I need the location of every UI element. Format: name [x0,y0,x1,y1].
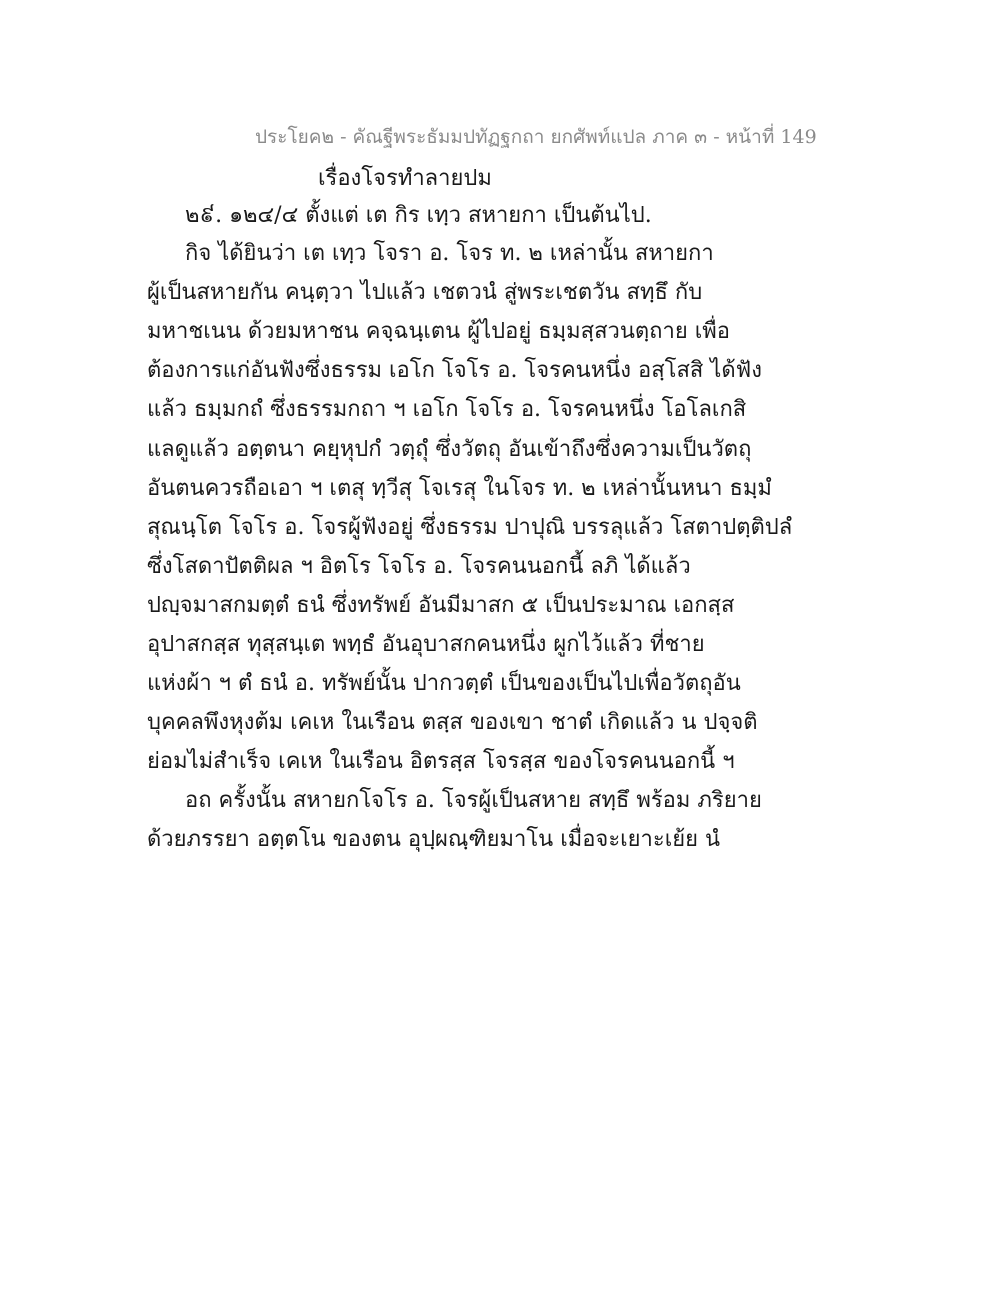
text-line-2: กิจ ได้ยินว่า เต เทฺว โจรา อ. โจร ท. ๒ เหล่านั้น สหายกา [185,241,714,266]
text-line-10: ซึ่งโสดาปัตติผล ฯ อิตโร โจโร อ. โจรคนนอกนี้ ลภิ ได้แล้ว [147,554,691,579]
text-line-16: อถ ครั้งนั้น สหายกโจโร อ. โจรผู้เป็นสหาย สทฺธึ พร้อม ภริยาย [185,788,762,813]
text-line-5: ต้องการแก่อันฟังซึ่งธรรม เอโก โจโร อ. โจรคนหนึ่ง อสฺโสสิ ได้ฟัง [147,358,762,383]
text-line-4: มหาชเนน ด้วยมหาชน คจฺฉนฺเตน ผู้ไปอยู่ ธมฺมสฺสวนตฺถาย เพื่อ [147,319,730,344]
text-line-15: ย่อมไม่สำเร็จ เคเห ในเรือน อิตรสฺส โจรสฺส ของโจรคนนอกนี้ ฯ [147,749,735,774]
section-line-1: ๒៩. ๑๒๔/๔ ตั้งแต่ เต กิร เทฺว สหายกา เป็นต้นไป. [185,203,652,228]
text-line-12: อุปาสกสฺส ทุสฺสนฺเต พทฺธํ อันอุบาสกคนหนึ่ง ผูกไว้แล้ว ที่ชาย [147,632,705,657]
text-line-7: แลดูแล้ว อตฺตนา คยฺหุปกํ วตฺถุํ ซึ่งวัตถุ อันเข้าถึงซึ่งความเป็นวัตถุ [147,437,752,462]
page-header: ประโยค๒ - คัณฐีพระธัมมปทัฏฐกถา ยกศัพท์แปล ภาค ๓ - หน้าที่ 149 [255,126,817,148]
text-line-6: แล้ว ธมฺมกถํ ซึ่งธรรมกถา ฯ เอโก โจโร อ. โจรคนหนึ่ง โอโลเกสิ [147,397,747,422]
text-line-9: สุณนฺโต โจโร อ. โจรผู้ฟังอยู่ ซึ่งธรรม ปาปุณิ บรรลุแล้ว โสตาปตฺติปลํ [147,515,793,540]
text-line-11: ปญฺจมาสกมตฺตํ ธนํ ซึ่งทรัพย์ อันมีมาสก ๕ เป็นประมาณ เอกสฺส [147,593,735,618]
story-title: เรื่องโจรทำลายปม [318,166,492,191]
text-line-13: แห่งผ้า ฯ ตํ ธนํ อ. ทรัพย์นั้น ปากวตฺตํ เป็นของเป็นไปเพื่อวัตถุอัน [147,671,741,696]
text-line-8: อันตนควรถือเอา ฯ เตสุ ทฺวีสุ โจเรสุ ในโจร ท. ๒ เหล่านั้นหนา ธมฺมํ [147,476,772,501]
text-line-14: บุคคลพึงหุงต้ม เคเห ในเรือน ตสฺส ของเขา ชาตํ เกิดแล้ว น ปจฺจติ [147,710,758,735]
text-line-3: ผู้เป็นสหายกัน คนฺตฺวา ไปแล้ว เชตวนํ สู่พระเชตวัน สทฺธึ กับ [147,280,703,305]
text-line-17: ด้วยภรรยา อตฺตโน ของตน อุปฺผณฺฑิยมาโน เมื่อจะเยาะเย้ย นํ [147,827,721,852]
